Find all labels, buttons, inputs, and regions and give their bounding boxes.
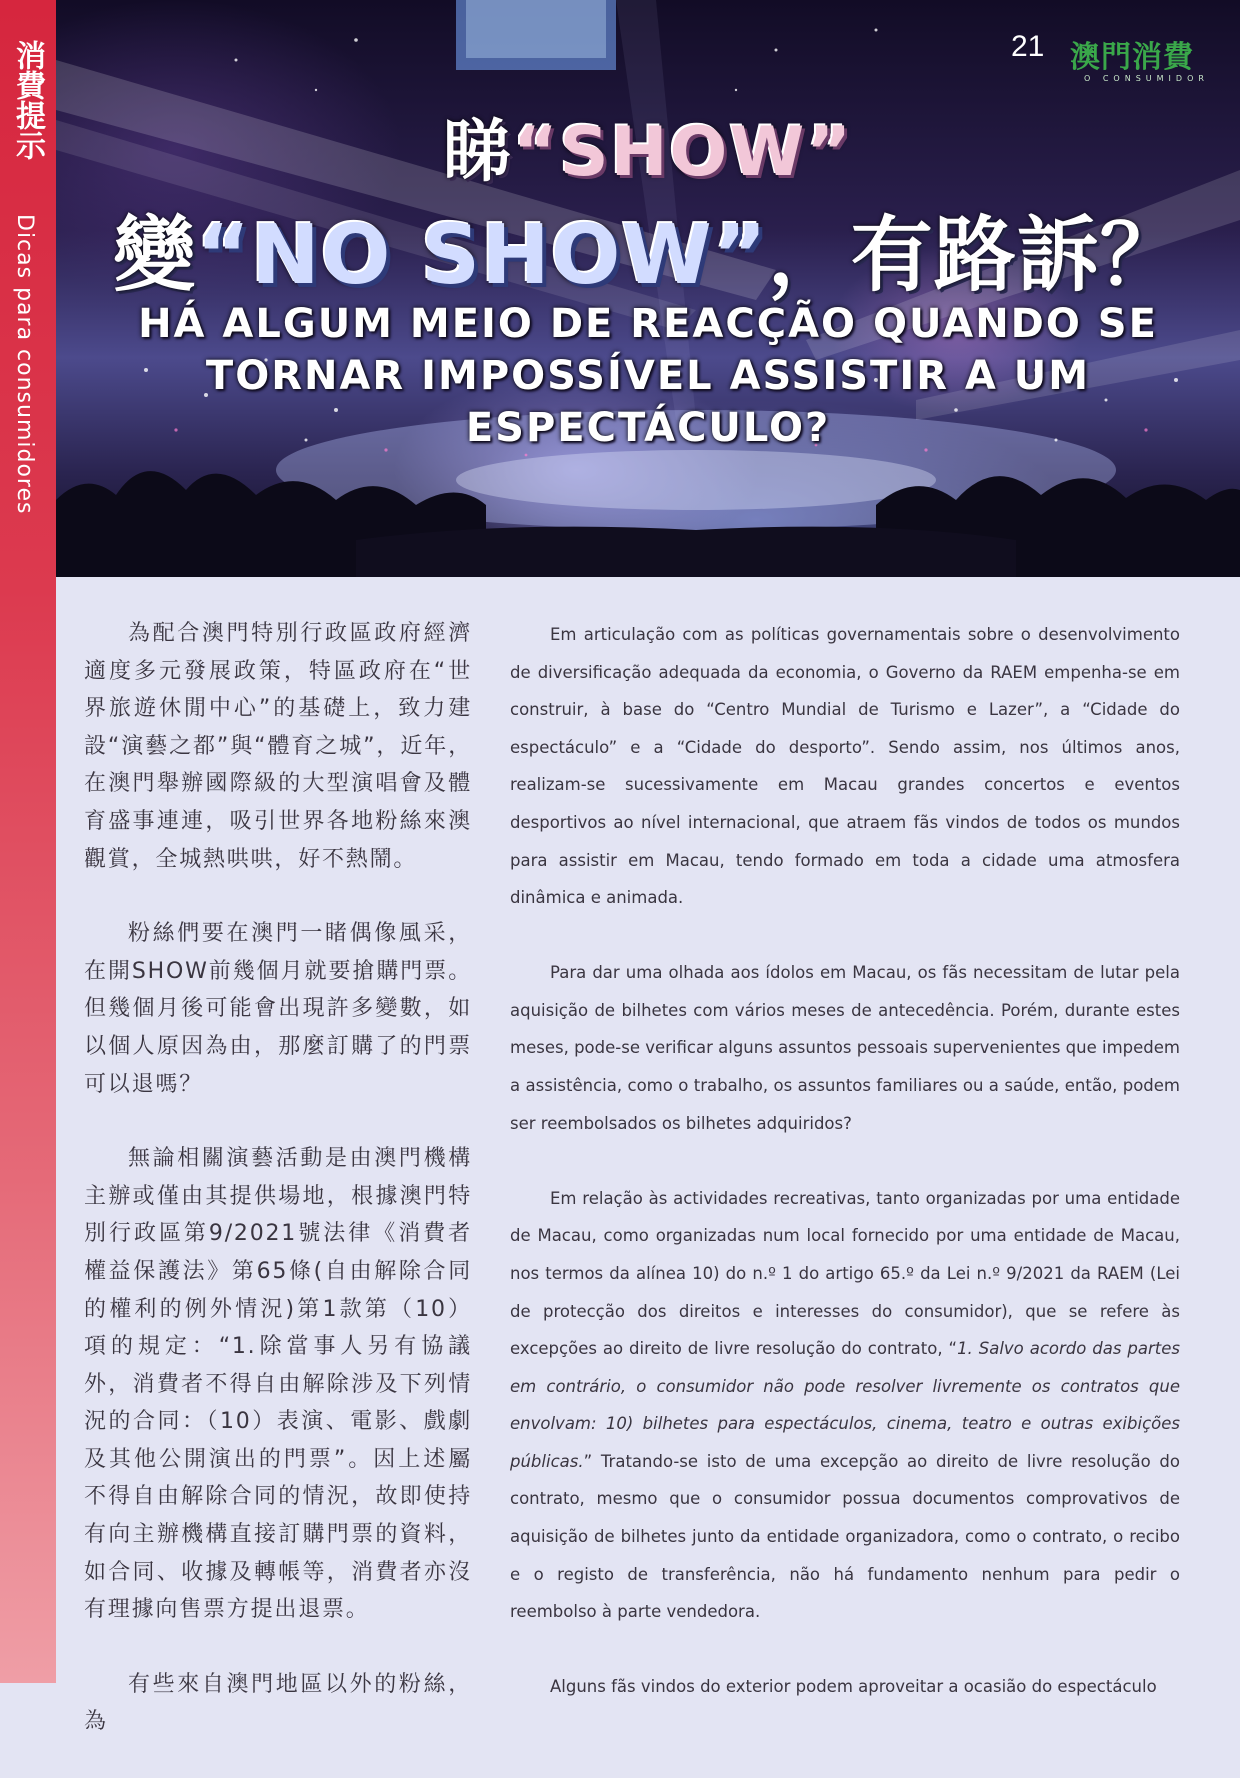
section-side-tab xyxy=(0,0,56,1683)
paragraph-3-intro: Em relação às actividades recreativas, tanto organizadas por uma entidade de Macau, como organizadas num local fornecido por uma entidade de Macau, nos termos da alínea 10) do n.º 1 do artigo 65.º da Lei n.º 9/2021 da RAEM (Lei de protecção dos direitos e interesses do consumidor), que se refere às excepções ao direito de livre resolução do contrato, “ xyxy=(510,1188,1180,1359)
title-line-1-prefix: 睇 xyxy=(442,113,513,192)
hero-banner xyxy=(56,0,1240,577)
chinese-column xyxy=(84,615,472,1778)
portuguese-subtitle: HÁ ALGUM MEIO DE REACÇÃO QUANDO SE TORNAR IMPOSSÍVEL ASSISTIR A UM ESPECTÁCULO? xyxy=(138,301,1158,451)
title-line-1 xyxy=(56,98,1240,195)
portuguese-paragraph-1: Em articulação com as políticas governamentais sobre o desenvolvimento de diversificação adequada da economia, o Governo da RAEM empenha-se em construir, à base do “Centro Mundial de Turismo e Lazer”, a “Cidade do espectáculo” e a “Cidade do desporto”. Sendo assim, nos últimos anos, realizam-se sucessivamente em Macau grandes concertos e eventos desportivos ao nível internacional, que atraem fãs vindos de todos os mundos para assistir em Macau, tendo formado em toda a cidade uma atmosfera dinâmica e animada. xyxy=(510,625,1180,908)
chinese-paragraph-3: 無論相關演藝活動是由澳門機構主辦或僅由其提供場地，根據澳門特別行政區第9/2021號法律《消費者權益保護法》第65條(自由解除合同的權利的例外情況)第1款第（10）項的規定：“1.除當事人另有協議外，消費者不得自由解除涉及下列情況的合同：（10）表演、電影、戲劇及其他公開演出的門票”。因上述屬不得自由解除合同的情況，故即使持有向主辦機構直接訂購門票的資料，如合同、收據及轉帳等，消費者亦沒有理據向售票方提出退票。 xyxy=(84,1146,472,1623)
magazine-logo xyxy=(1070,32,1240,83)
chinese-paragraph-4: 有些來自澳門地區以外的粉絲，為 xyxy=(84,1671,472,1735)
paragraph-3-conclusion: ” Tratando-se isto de uma excepção ao direito de livre resolução do contrato, mesmo que o consumidor possua documentos comprovativos de aquisição de bilhetes junto da entidade organizadora, como o contrato, o recibo e o registo de transferência, não há fundamento nenhum para pedir o reembolso à parte vendedora. xyxy=(510,1451,1180,1622)
law-quote: 1. Salvo acordo das partes em contrário, o consumidor não pode resolver livremente os contratos que envolvam: 10) bilhetes para espectáculos, cinema, teatro e outras exibições públicas. xyxy=(510,1339,1180,1471)
portuguese-paragraph-3 xyxy=(510,1180,1180,1631)
title-line-1-accent: “SHOW” xyxy=(512,113,854,192)
section-label-chinese: 消費提示 xyxy=(10,40,45,160)
title-line-2-suffix: ，有路訴？ xyxy=(767,208,1183,303)
chinese-paragraph-1: 為配合澳門特別行政區政府經濟適度多元發展政策，特區政府在“世界旅遊休閒中心”的基礎上，致力建設“演藝之都”與“體育之城”，近年，在澳門舉辦國際級的大型演唱會及體育盛事連連，吸引世界各地粉絲來澳觀賞，全城熱哄哄，好不熱鬧。 xyxy=(84,621,472,872)
title-line-2 xyxy=(56,190,1240,307)
portuguese-paragraph-4: Alguns fãs vindos do exterior podem aproveitar a ocasião do espectáculo xyxy=(550,1677,1157,1697)
title-line-2-prefix: 變 xyxy=(113,208,197,303)
portuguese-column xyxy=(510,616,1180,1743)
portuguese-paragraph-2: Para dar uma olhada aos ídolos em Macau, os fãs necessitam de lutar pela aquisição de bilhetes com vários meses de antecedência. Porém, durante estes meses, pode-se verificar alguns assuntos pessoais supervenientes que impedem a assistência, como o trabalho, os assuntos familiares ou a saúde, então, podem ser reembolsados os bilhetes adquiridos? xyxy=(510,963,1180,1133)
chinese-paragraph-2: 粉絲們要在澳門一睹偶像風采，在開SHOW前幾個月就要搶購門票。但幾個月後可能會出現許多變數，如以個人原因為由，那麼訂購了的門票可以退嗎？ xyxy=(84,921,472,1097)
logo-portuguese: O CONSUMIDOR xyxy=(1084,74,1209,83)
page-number: 21 xyxy=(1011,30,1045,63)
section-label-portuguese: Dicas para consumidores xyxy=(12,214,37,515)
logo-chinese: 澳門消費 xyxy=(1070,40,1194,75)
title-line-2-accent: “NO SHOW” xyxy=(196,208,768,303)
